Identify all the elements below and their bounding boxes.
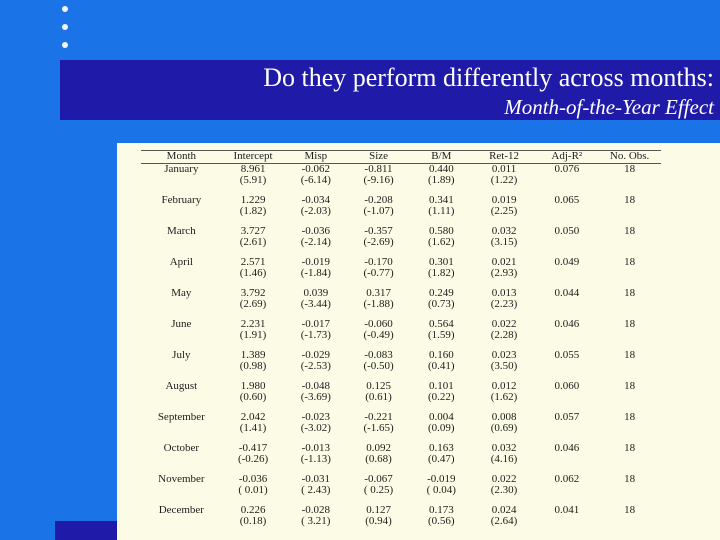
tstat-row [141,299,661,319]
coefficient-cell: 0.160 [428,349,454,361]
tstat-cell: (0.56) [428,515,455,527]
coefficient-cell: 3.792 [240,287,266,299]
table-row [141,443,661,454]
column-header: B/M [410,151,473,164]
coefficient-cell: 0.125 [366,380,391,392]
month-label: June [171,318,192,330]
coefficient-cell: 18 [624,318,636,330]
empty-cell [535,485,598,505]
coefficient-cell: 0.019 [491,194,517,206]
empty-cell [141,237,222,257]
tstat-cell: (1.62) [490,391,518,403]
empty-cell [535,237,598,257]
tstat-cell: ( 0.01) [238,484,268,496]
table-row [141,195,661,206]
coefficient-cell: -0.028 [301,504,331,516]
coefficient-cell: 18 [624,194,636,206]
tstat-cell: (1.82) [239,205,267,217]
coefficient-cell: 0.023 [491,349,517,361]
coefficient-cell: 0.046 [554,442,580,454]
empty-cell [598,330,661,350]
empty-cell [598,392,661,412]
empty-cell [535,454,598,474]
coefficient-cell: 0.564 [428,318,454,330]
tstat-cell: ( 0.04) [426,484,456,496]
coefficient-cell: 0.226 [240,504,266,516]
column-header: Misp [284,151,347,164]
empty-cell [598,268,661,288]
coefficient-cell: -0.811 [364,163,393,175]
coefficient-cell: -0.060 [364,318,393,330]
empty-cell [141,175,222,195]
coefficient-cell: 18 [624,287,636,299]
coefficient-cell: -0.023 [301,411,331,423]
empty-cell [141,485,222,505]
month-label: May [171,287,192,299]
coefficient-cell: 0.013 [491,287,517,299]
tstat-cell: (2.64) [490,515,518,527]
coefficient-cell: -0.221 [364,411,393,423]
tstat-cell: ( 3.21) [301,515,331,527]
tstat-cell: (-3.44) [300,298,331,310]
tstat-row [141,361,661,381]
tstat-cell: (2.61) [239,236,267,248]
empty-cell [141,268,222,288]
coefficient-cell: 0.008 [491,411,517,423]
column-header: Month [141,151,222,164]
tstat-row [141,485,661,505]
empty-cell [535,423,598,443]
month-label: September [157,411,205,423]
tstat-cell: (-1.13) [300,453,331,465]
tstat-cell: (3.50) [490,360,518,372]
tstat-cell: (0.47) [428,453,455,465]
tstat-cell: (-1.65) [363,422,394,434]
tstat-cell: (2.25) [490,205,518,217]
tstat-cell: (-9.16) [363,174,394,186]
coefficient-cell: 0.060 [554,380,580,392]
coefficient-cell: 0.022 [491,473,517,485]
tstat-cell: (5.91) [239,174,267,186]
empty-cell [598,237,661,257]
regression-table-panel [117,143,720,540]
tstat-cell: ( 0.25) [363,484,394,496]
tstat-row [141,237,661,257]
tstat-row [141,206,661,226]
empty-cell [598,175,661,195]
coefficient-cell: 0.039 [303,287,329,299]
coefficient-cell: -0.067 [364,473,393,485]
coefficient-cell: 0.057 [554,411,580,423]
bullet-dot-icon [62,6,68,12]
coefficient-cell: 0.050 [554,225,580,237]
coefficient-cell: 0.024 [491,504,517,516]
coefficient-cell: 18 [624,504,636,516]
tstat-cell: (2.30) [490,484,518,496]
tstat-row [141,268,661,288]
coefficient-cell: 18 [624,473,636,485]
coefficient-cell: 0.249 [428,287,454,299]
empty-cell [598,516,661,536]
empty-cell [535,516,598,536]
coefficient-cell: -0.208 [364,194,393,206]
coefficient-cell: 0.341 [428,194,454,206]
empty-cell [535,330,598,350]
month-label: February [161,194,202,206]
table-row [141,319,661,330]
empty-cell [535,175,598,195]
coefficient-cell: 0.101 [428,380,454,392]
tstat-cell: (-1.73) [300,329,331,341]
tstat-cell: (-1.07) [363,205,394,217]
month-label: November [158,473,205,485]
coefficient-cell: -0.357 [364,225,393,237]
tstat-cell: (0.61) [365,391,392,403]
coefficient-cell: -0.034 [301,194,331,206]
coefficient-cell: -0.017 [301,318,331,330]
table-row [141,474,661,485]
tstat-cell: (-2.69) [363,236,394,248]
tstat-cell: (0.09) [428,422,455,434]
table-row [141,505,661,516]
tstat-cell: (-6.14) [300,174,331,186]
empty-cell [141,392,222,412]
coefficient-cell: 18 [624,349,636,361]
coefficient-cell: 0.041 [554,504,580,516]
tstat-cell: (1.91) [239,329,267,341]
empty-cell [141,299,222,319]
coefficient-cell: 0.046 [554,318,580,330]
tstat-cell: (-2.03) [300,205,331,217]
coefficient-cell: 0.011 [491,163,517,175]
coefficient-cell: 2.571 [240,256,266,268]
tstat-cell: (2.23) [490,298,518,310]
tstat-cell: (-0.26) [237,453,269,465]
table-header-row [141,151,661,164]
empty-cell [141,206,222,226]
slide-title: Do they perform differently across months: [263,63,714,92]
tstat-row [141,175,661,195]
table-row [141,257,661,268]
coefficient-cell: 0.032 [491,225,517,237]
bullet-dot-icon [62,24,68,30]
tstat-cell: (-2.14) [300,236,331,248]
empty-cell [141,330,222,350]
tstat-cell: (0.69) [490,422,518,434]
coefficient-cell: -0.062 [301,163,331,175]
month-label: October [163,442,200,454]
tstat-row [141,516,661,536]
coefficient-cell: -0.036 [238,473,268,485]
month-label: August [165,380,198,392]
tstat-cell: (0.60) [239,391,267,403]
coefficient-cell: -0.170 [364,256,393,268]
column-header: Intercept [222,151,285,164]
decorative-block [55,521,121,540]
tstat-cell: (1.89) [428,174,455,186]
empty-cell [598,206,661,226]
tstat-cell: (3.15) [490,236,518,248]
coefficient-cell: -0.036 [301,225,331,237]
tstat-cell: (1.11) [428,205,455,217]
coefficient-cell: 0.127 [366,504,391,516]
tstat-cell: (-0.77) [363,267,394,279]
coefficient-cell: -0.013 [301,442,331,454]
coefficient-cell: 18 [624,442,636,454]
tstat-cell: (1.59) [428,329,455,341]
coefficient-cell: 0.022 [491,318,517,330]
coefficient-cell: 0.049 [554,256,580,268]
coefficient-cell: 0.580 [428,225,454,237]
slide-subtitle: Month-of-the-Year Effect [504,95,714,119]
empty-cell [598,454,661,474]
table-row [141,381,661,392]
coefficient-cell: 0.092 [366,442,391,454]
bullet-dot-icon [62,42,68,48]
tstat-row [141,392,661,412]
tstat-cell: (1.46) [239,267,267,279]
tstat-cell: (2.28) [490,329,518,341]
regression-table [141,150,661,536]
coefficient-cell: 8.961 [240,163,266,175]
coefficient-cell: 0.012 [491,380,517,392]
tstat-cell: (1.41) [239,422,267,434]
month-label: January [164,163,199,175]
coefficient-cell: 3.727 [240,225,266,237]
empty-cell [535,299,598,319]
tstat-cell: (0.98) [239,360,267,372]
coefficient-cell: -0.029 [301,349,331,361]
tstat-cell: (-1.84) [300,267,331,279]
empty-cell [535,361,598,381]
coefficient-cell: 1.229 [240,194,266,206]
coefficient-cell: 18 [624,225,636,237]
column-header: No. Obs. [598,151,661,164]
coefficient-cell: -0.031 [301,473,331,485]
tstat-cell: (1.82) [428,267,455,279]
coefficient-cell: -0.019 [301,256,331,268]
empty-cell [598,299,661,319]
tstat-cell: (-1.88) [363,298,394,310]
coefficient-cell: -0.019 [427,473,456,485]
table-row [141,226,661,237]
tstat-cell: (-0.50) [363,360,394,372]
month-label: July [172,349,191,361]
empty-cell [141,423,222,443]
empty-cell [598,361,661,381]
month-label: March [166,225,196,237]
empty-cell [535,392,598,412]
empty-cell [598,423,661,443]
month-label: December [158,504,204,516]
coefficient-cell: 0.301 [428,256,454,268]
coefficient-cell: 18 [624,380,636,392]
empty-cell [141,516,222,536]
tstat-cell: (-3.69) [300,391,331,403]
tstat-cell: (-2.53) [300,360,331,372]
table-row [141,350,661,361]
coefficient-cell: -0.417 [238,442,268,454]
tstat-row [141,423,661,443]
coefficient-cell: 1.980 [240,380,266,392]
empty-cell [141,454,222,474]
tstat-cell: (0.73) [428,298,455,310]
tstat-cell: (0.18) [239,515,267,527]
coefficient-cell: 0.044 [554,287,580,299]
table-row [141,412,661,423]
table-row [141,288,661,299]
coefficient-cell: 0.055 [554,349,580,361]
column-header: Ret-12 [473,151,536,164]
tstat-cell: (2.69) [239,298,267,310]
coefficient-cell: 0.440 [428,163,454,175]
tstat-cell: (0.94) [365,515,392,527]
tstat-cell: (0.22) [428,391,455,403]
tstat-cell: (-3.02) [300,422,331,434]
tstat-row [141,454,661,474]
coefficient-cell: 0.021 [491,256,517,268]
empty-cell [141,361,222,381]
column-header: Adj-R² [535,151,598,164]
coefficient-cell: 0.317 [366,287,391,299]
empty-cell [535,268,598,288]
coefficient-cell: 0.173 [428,504,454,516]
month-label: April [169,256,193,268]
column-header: Size [347,151,410,164]
coefficient-cell: 18 [624,163,636,175]
coefficient-cell: 0.065 [554,194,580,206]
tstat-cell: ( 2.43) [301,484,331,496]
tstat-row [141,330,661,350]
tstat-cell: (1.62) [428,236,455,248]
empty-cell [598,485,661,505]
coefficient-cell: 0.076 [554,163,580,175]
coefficient-cell: -0.083 [364,349,393,361]
coefficient-cell: 18 [624,411,636,423]
tstat-cell: (1.22) [490,174,518,186]
tstat-cell: (-0.49) [363,329,394,341]
coefficient-cell: 0.163 [428,442,454,454]
coefficient-cell: 1.389 [240,349,266,361]
tstat-cell: (4.16) [490,453,518,465]
table-row [141,164,661,176]
coefficient-cell: 18 [624,256,636,268]
coefficient-cell: -0.048 [301,380,331,392]
title-band [60,60,720,120]
coefficient-cell: 0.032 [491,442,517,454]
coefficient-cell: 2.231 [240,318,266,330]
tstat-cell: (0.68) [365,453,392,465]
coefficient-cell: 0.062 [554,473,580,485]
tstat-cell: (0.41) [428,360,455,372]
empty-cell [535,206,598,226]
tstat-cell: (2.93) [490,267,518,279]
coefficient-cell: 2.042 [240,411,266,423]
coefficient-cell: 0.004 [428,411,454,423]
